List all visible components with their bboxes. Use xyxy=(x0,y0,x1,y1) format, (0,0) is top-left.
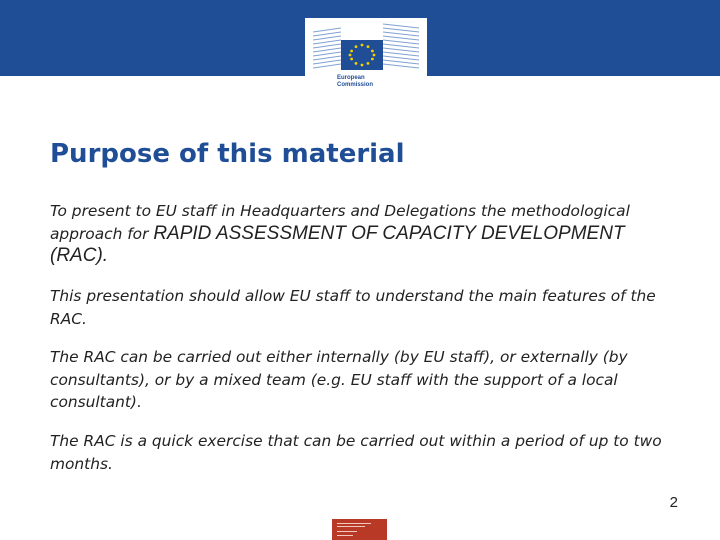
page-number: 2 xyxy=(669,494,678,511)
paragraph-purpose-caps: RAPID ASSESSMENT OF CAPACITY DEVELOPMENT (RAC). xyxy=(50,222,625,266)
logo-text xyxy=(337,75,373,89)
paragraph-features: This presentation should allow EU staff to understand the main features of the RAC. xyxy=(50,287,656,328)
slide-title: Purpose of this material xyxy=(50,139,405,169)
logo-text-line2: Commission xyxy=(337,82,374,88)
european-commission-logo-icon xyxy=(305,18,427,98)
paragraph-purpose xyxy=(50,200,670,268)
paragraph-duration: The RAC is a quick exercise that can be carried out within a period of up to two months. xyxy=(50,432,662,473)
footer-logo-icon xyxy=(332,519,387,540)
paragraph-team: The RAC can be carried out either internally (by EU staff), or externally (by consultants), or by a mixed team (e.g. EU staff with the support of a local consultant). xyxy=(50,348,628,411)
paragraph-purpose-text: To present to EU staff in Headquarters and Delegations the methodological approach for xyxy=(50,202,630,243)
logo-text-line1: European xyxy=(337,75,365,81)
